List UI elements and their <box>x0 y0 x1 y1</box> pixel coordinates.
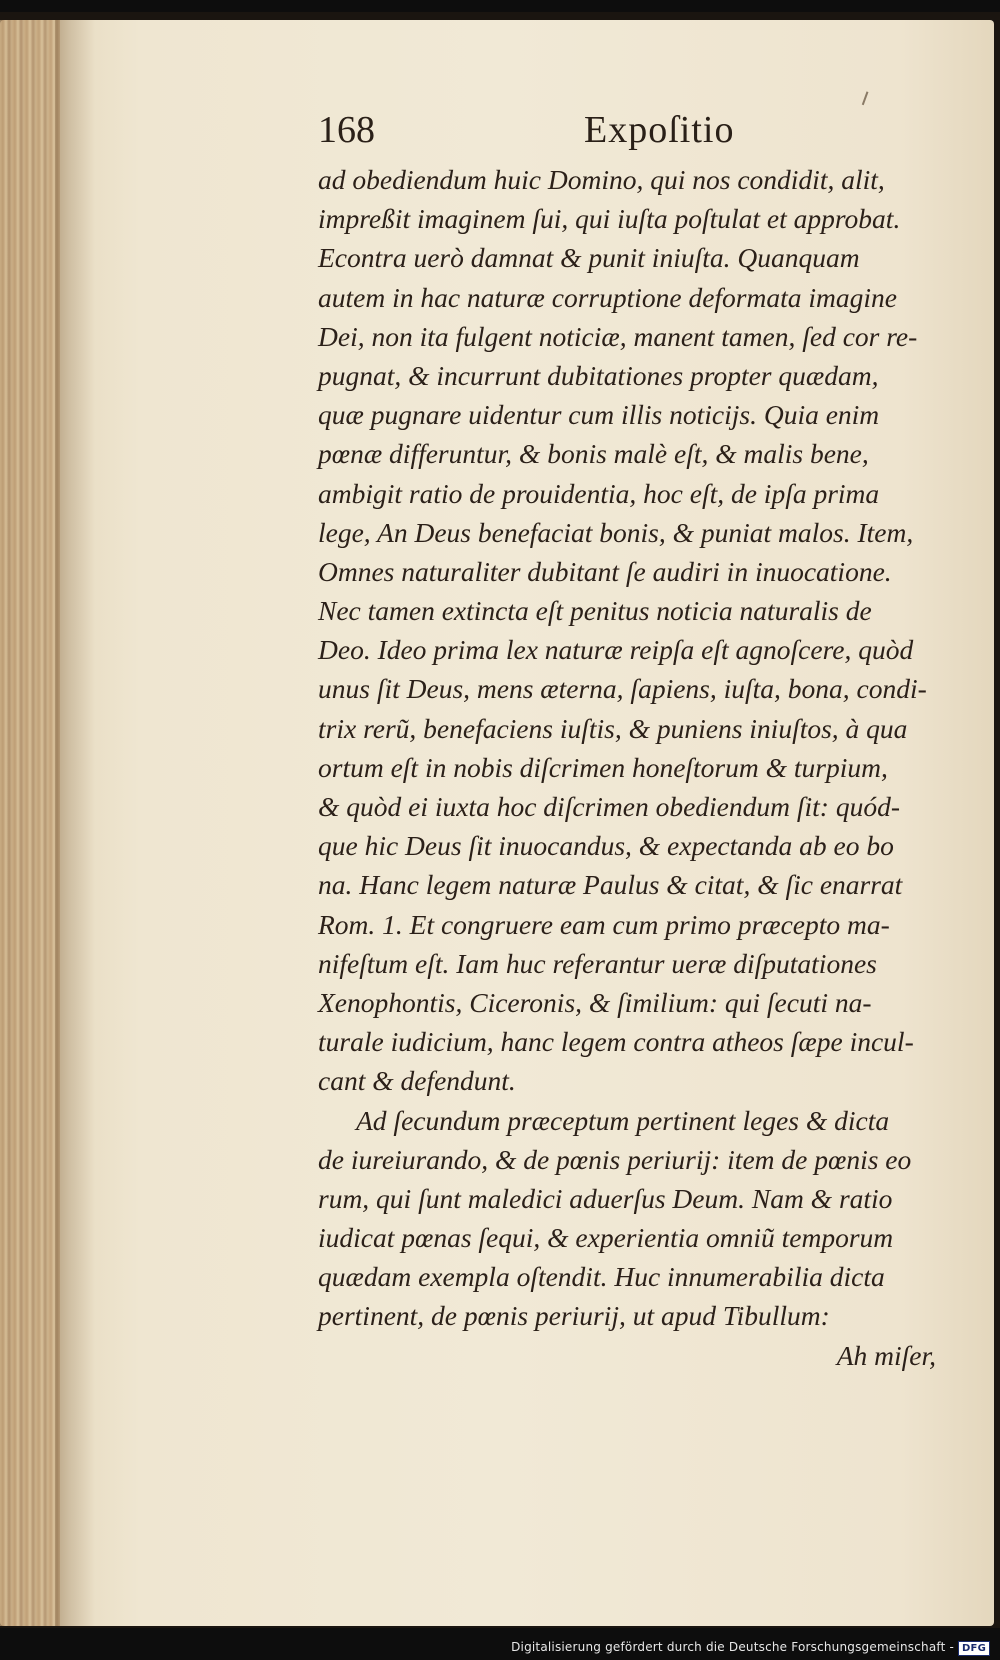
ink-mark <box>862 91 872 106</box>
text-line: Xenophontis, Ciceronis, & ſimilium: qui ſecuti na- <box>318 986 872 1018</box>
text-line: Rom. 1. Et congruere eam cum primo præcepto ma- <box>318 908 890 940</box>
text-line: que hic Deus ſit inuocandus, & expectanda ab eo bo <box>318 830 894 862</box>
text-line: & quòd ei iuxta hoc diſcrimen obediendum ſit: quód- <box>318 791 900 822</box>
text-line: Omnes naturaliter dubitant ſe audiri in inuocatione. <box>318 555 892 587</box>
text-line: de iureiurando, & de pœnis periurij: item de pœnis eo <box>318 1143 912 1175</box>
footer-credit-text: Digitalisierung gefördert durch die Deutsche Forschungsgemeinschaft - <box>511 1640 955 1654</box>
text-line: ortum eſt in nobis diſcrimen honeſtorum & turpium, <box>318 751 888 783</box>
running-head: Expoſitio <box>584 109 735 151</box>
text-line: Dei, non ita fulgent noticiæ, manent tamen, ſed cor re- <box>318 320 918 352</box>
dfg-logo: DFG <box>958 1641 990 1656</box>
text-line: pugnat, & incurrunt dubitationes propter quædam, <box>318 359 879 391</box>
page-number: 168 <box>318 109 375 151</box>
text-line: Econtra uerò damnat & punit iniuſta. Quanquam <box>318 242 860 274</box>
text-line: quædam exempla oſtendit. Huc innumerabilia dicta <box>318 1261 885 1293</box>
catchword: Ah miſer, <box>836 1339 936 1371</box>
gutter-shadow <box>55 20 95 1626</box>
footer-credit <box>511 1640 990 1656</box>
text-line: trix rerũ, benefaciens iuſtis, & puniens iniuſtos, à qua <box>318 712 908 744</box>
text-line: ambigit ratio de prouidentia, hoc eſt, de ipſa prima <box>318 477 880 509</box>
text-line: Ad ſecundum præceptum pertinent leges & dicta <box>356 1104 890 1136</box>
text-line: ad obediendum huic Domino, qui nos condidit, alit, <box>318 164 885 195</box>
text-line: cant & defendunt. <box>318 1065 516 1097</box>
text-line: unus ſit Deus, mens æterna, ſapiens, iuſta, bona, condi- <box>318 673 927 705</box>
book-page <box>0 20 994 1626</box>
text-line: na. Hanc legem naturæ Paulus & citat, & ſic enarrat <box>318 869 903 901</box>
text-line: rum, qui ſunt maledici aduerſus Deum. Nam & ratio <box>318 1182 893 1214</box>
text-line: iudicat pœnas ſequi, & experientia omniũ temporum <box>318 1222 894 1254</box>
text-line: lege, An Deus benefaciat bonis, & puniat malos. Item, <box>318 516 914 548</box>
text-line: pœnæ differuntur, & bonis malè eſt, & malis bene, <box>318 438 869 470</box>
body-text <box>318 160 946 1375</box>
text-line: nifeſtum eſt. Iam huc referantur ueræ diſputationes <box>318 947 877 979</box>
text-line: turale iudicium, hanc legem contra atheos ſæpe incul- <box>318 1026 914 1058</box>
page-header <box>318 108 958 158</box>
text-line: Deo. Ideo prima lex naturæ reipſa eſt agnoſcere, quòd <box>318 634 914 666</box>
text-line: autem in hac naturæ corruptione deformata imagine <box>318 281 897 313</box>
text-line: quæ pugnare uidentur cum illis noticijs. Quia enim <box>318 399 880 431</box>
text-line: impreßit imaginem ſui, qui iuſta poſtulat et approbat. <box>318 203 901 235</box>
scan-background <box>0 12 1000 1628</box>
text-line: Nec tamen extincta eſt penitus noticia naturalis de <box>318 595 872 627</box>
text-line: pertinent, de pœnis periurij, ut apud Tibullum: <box>318 1300 830 1332</box>
page-edge-stack <box>0 20 60 1626</box>
